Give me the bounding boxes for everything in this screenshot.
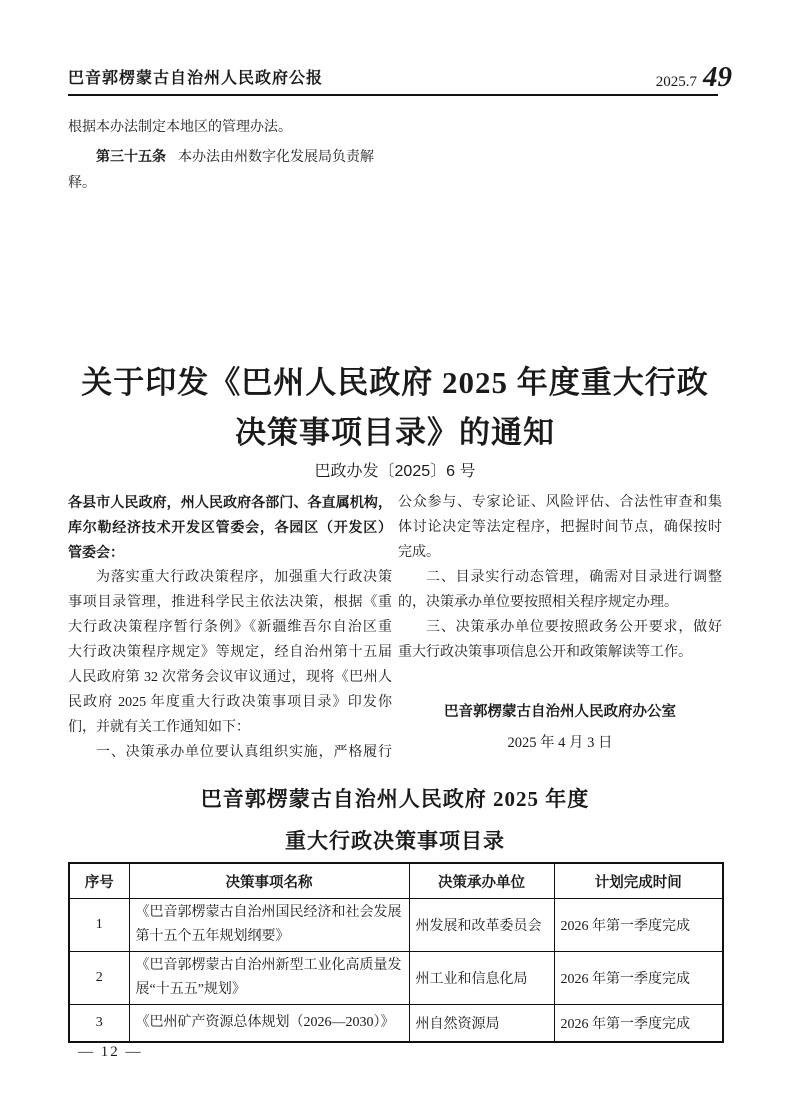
intro-line-1: 根据本办法制定本地区的管理办法。 bbox=[68, 120, 292, 135]
body-line: 事项目录管理，推进科学民主依法决策，根据《重 bbox=[68, 595, 392, 610]
article-text: 本办法由州数字化发展局负责解 bbox=[178, 150, 374, 165]
page-header bbox=[68, 60, 732, 96]
cell-unit: 州工业和信息化局 bbox=[409, 952, 554, 1005]
table-row bbox=[69, 899, 723, 952]
col-header-no: 序号 bbox=[69, 863, 129, 899]
body-line: 们，并就有关工作通知如下： bbox=[68, 720, 250, 735]
issue-info bbox=[656, 63, 732, 94]
body-line: 大行政决策程序规定》等规定，经自治州第十五届 bbox=[68, 645, 392, 660]
issue-date: 2025.7 bbox=[655, 74, 697, 90]
catalog-table bbox=[68, 862, 724, 1043]
body-line: 二、目录实行动态管理，确需对目录进行调整 bbox=[426, 570, 722, 585]
body-line: 一、决策承办单位要认真组织实施，严格履行 bbox=[96, 745, 392, 760]
col-header-item: 决策事项名称 bbox=[129, 863, 409, 899]
body-line: 各县市人民政府，州人民政府各部门、各直属机构， bbox=[68, 494, 392, 510]
cell-deadline: 2026 年第一季度完成 bbox=[554, 1005, 723, 1043]
cell-deadline: 2026 年第一季度完成 bbox=[554, 952, 723, 1005]
body-line: 三、决策承办单位要按照政务公开要求，做好 bbox=[426, 620, 722, 635]
table-row bbox=[69, 1005, 723, 1043]
table-header-row bbox=[69, 863, 723, 899]
cell-no: 3 bbox=[69, 1005, 129, 1043]
body-line: 体讨论决定等法定程序，把握时间节点，确保按时 bbox=[398, 520, 722, 535]
left-column bbox=[68, 490, 392, 765]
cell-item: 《巴音郭楞蒙古自治州国民经济和社会发展第十五个五年规划纲要》 bbox=[129, 899, 409, 952]
signature-date: 2025 年 4 月 3 日 bbox=[507, 735, 613, 751]
issue-number: 49 bbox=[703, 61, 732, 93]
cell-deadline: 2026 年第一季度完成 bbox=[554, 899, 723, 952]
cell-no: 2 bbox=[69, 952, 129, 1005]
body-line: 重大行政决策事项信息公开和政策解读等工作。 bbox=[398, 645, 692, 660]
body-line: 的，决策承办单位要按照相关程序规定办理。 bbox=[398, 595, 678, 610]
body-line: 公众参与、专家论证、风险评估、合法性审查和集 bbox=[398, 495, 722, 510]
notice-title-line-2: 决策事项目录》的通知 bbox=[235, 415, 555, 450]
body-line: 人民政府第 32 次常务会议审议通过，现将《巴州人 bbox=[68, 670, 392, 685]
notice-title-line-1: 关于印发《巴州人民政府 2025 年度重大行政 bbox=[81, 365, 709, 400]
catalog-title bbox=[0, 778, 790, 862]
cell-no: 1 bbox=[69, 899, 129, 952]
body-line: 民政府 2025 年度重大行政决策事项目录》印发你 bbox=[68, 695, 392, 710]
col-header-unit: 决策承办单位 bbox=[409, 863, 554, 899]
body-line: 大行政决策程序暂行条例》《新疆维吾尔自治区重 bbox=[68, 620, 392, 635]
signature-office: 巴音郭楞蒙古自治州人民政府办公室 bbox=[444, 704, 676, 720]
body-line: 库尔勒经济技术开发区管委会，各园区（开发区） bbox=[68, 519, 392, 535]
document-number: 巴政办发〔2025〕6 号 bbox=[314, 463, 476, 480]
body-line: 管委会： bbox=[68, 544, 124, 560]
intro-line-2 bbox=[68, 142, 392, 170]
notice-title bbox=[0, 358, 790, 458]
cell-unit: 州自然资源局 bbox=[409, 1005, 554, 1043]
table-row bbox=[69, 952, 723, 1005]
catalog-title-line-2: 重大行政决策事项目录 bbox=[285, 829, 505, 853]
cell-unit: 州发展和改革委员会 bbox=[409, 899, 554, 952]
catalog-title-line-1: 巴音郭楞蒙古自治州人民政府 2025 年度 bbox=[200, 787, 590, 811]
article-number: 第三十五条 bbox=[96, 148, 166, 164]
body-line: 完成。 bbox=[398, 545, 440, 560]
gazette-title: 巴音郭楞蒙古自治州人民政府公报 bbox=[68, 70, 324, 87]
cell-item: 《巴音郭楞蒙古自治州新型工业化高质量发展“十五五”规划》 bbox=[129, 952, 409, 1005]
body-line: 为落实重大行政决策程序，加强重大行政决策 bbox=[96, 570, 392, 585]
notice-body bbox=[68, 490, 722, 765]
cell-item: 《巴州矿产资源总体规划（2026—2030）》 bbox=[129, 1005, 409, 1043]
col-header-deadline: 计划完成时间 bbox=[554, 863, 723, 899]
intro-paragraph bbox=[68, 114, 392, 198]
page-number: — 12 — bbox=[78, 1044, 143, 1060]
right-column bbox=[398, 490, 722, 765]
intro-line-3: 释。 bbox=[68, 176, 96, 191]
